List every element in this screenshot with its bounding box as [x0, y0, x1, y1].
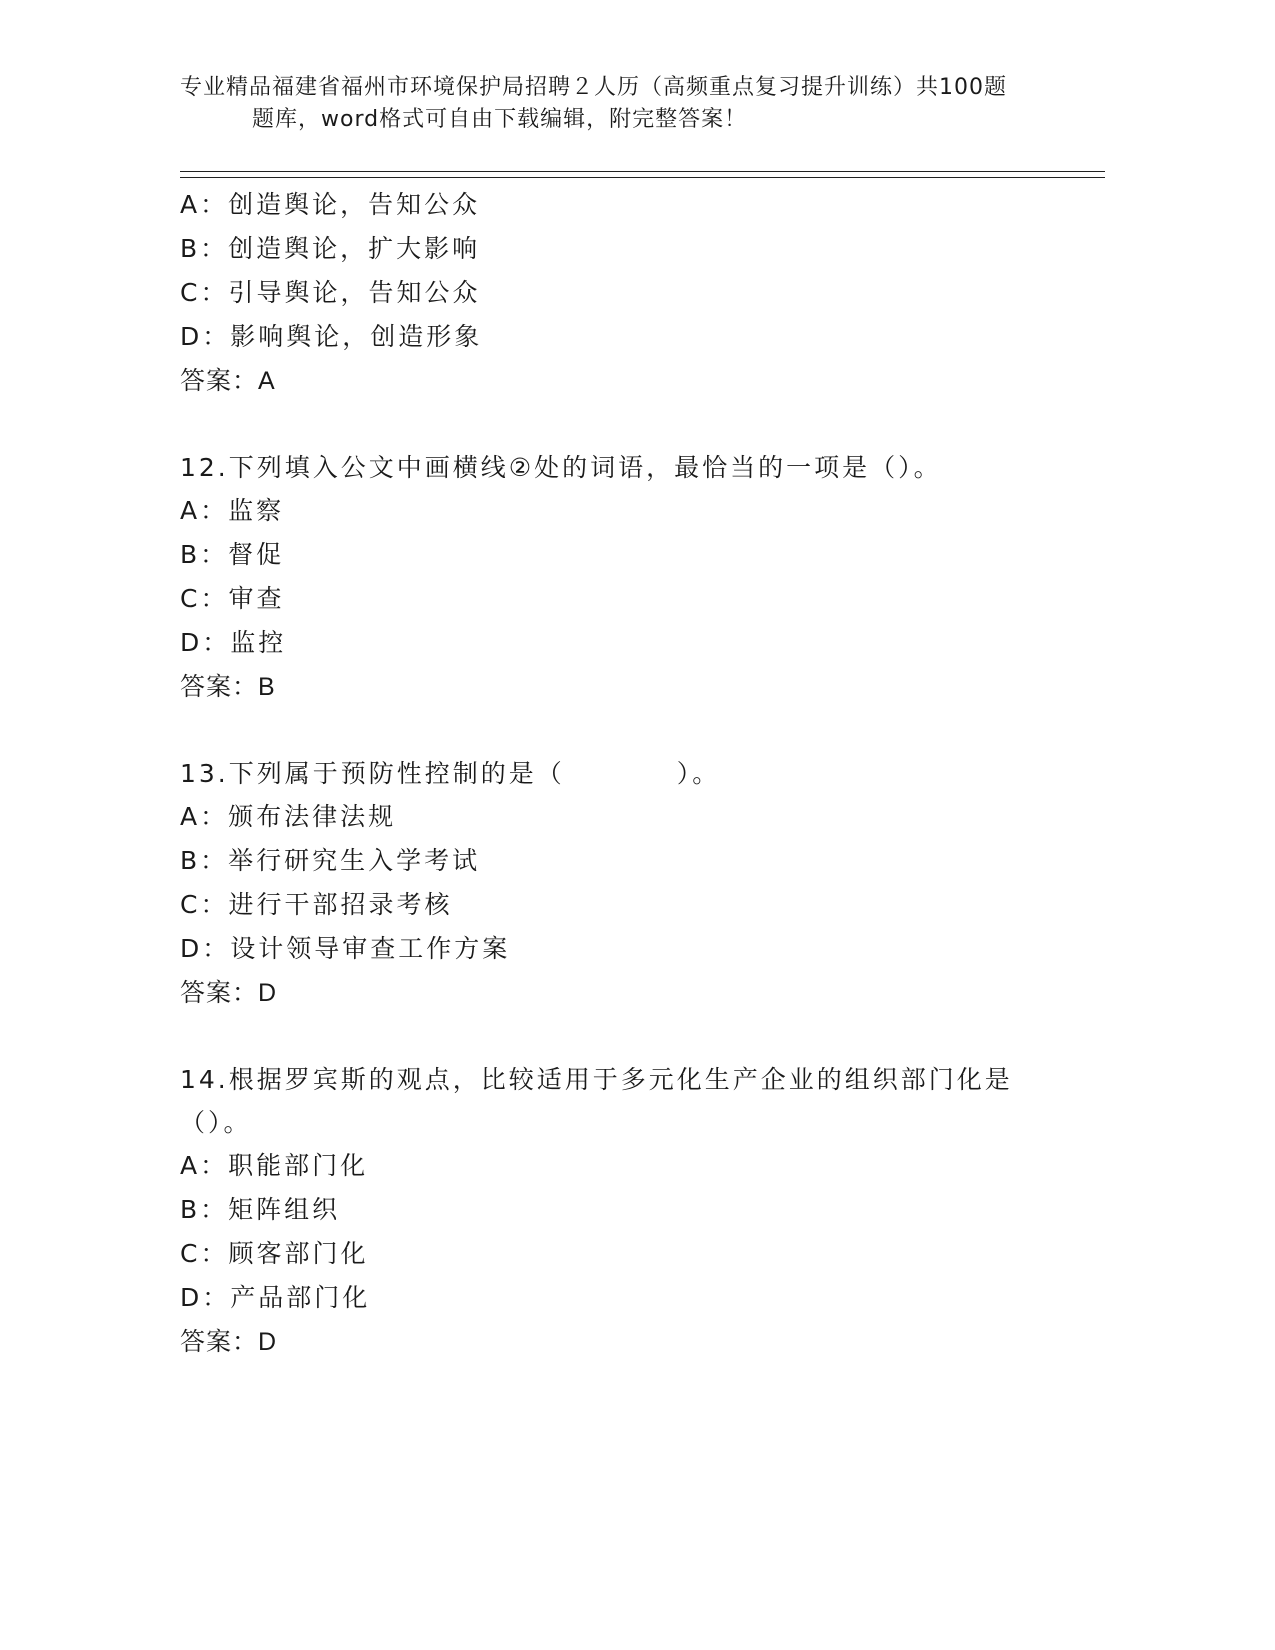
- option-c: C：引导舆论，告知公众: [180, 278, 481, 307]
- document-title-line2: 题库，word格式可自由下载编辑，附完整答案！: [252, 107, 748, 132]
- question-12: [180, 446, 1105, 709]
- answer: 答案：D: [180, 979, 278, 1007]
- header-divider-top: [180, 171, 1105, 172]
- option-d: D：产品部门化: [180, 1283, 371, 1312]
- option-b: B：矩阵组织: [180, 1195, 341, 1224]
- option-d: D：设计领导审查工作方案: [180, 934, 511, 963]
- question-stem: 13.下列属于预防性控制的是（ ）。: [180, 759, 721, 788]
- option-a: A：创造舆论，告知公众: [180, 190, 481, 219]
- question-13: [180, 752, 1105, 1015]
- question-stem: 12.下列填入公文中画横线②处的词语，最恰当的一项是（）。: [180, 453, 942, 482]
- document-header: [180, 72, 1080, 136]
- option-a: A：监察: [180, 496, 285, 525]
- option-b: B：创造舆论，扩大影响: [180, 234, 481, 263]
- question-list: [180, 183, 1105, 1364]
- document-title-line1: 专业精品福建省福州市环境保护局招聘２人历（高频重点复习提升训练）共100题: [180, 75, 1007, 100]
- option-c: C：进行干部招录考核: [180, 890, 453, 919]
- header-divider-bottom: [180, 177, 1105, 178]
- option-b: B：督促: [180, 540, 285, 569]
- option-c: C：顾客部门化: [180, 1239, 369, 1268]
- option-d: D：影响舆论，创造形象: [180, 322, 483, 351]
- answer: 答案：B: [180, 673, 276, 701]
- answer: 答案：A: [180, 367, 276, 395]
- option-a: A：颁布法律法规: [180, 802, 397, 831]
- option-d: D：监控: [180, 628, 287, 657]
- question-stem: 14.根据罗宾斯的观点，比较适用于多元化生产企业的组织部门化是（）。: [180, 1065, 1013, 1137]
- option-c: C：审查: [180, 584, 285, 613]
- answer: 答案：D: [180, 1328, 278, 1356]
- option-b: B：举行研究生入学考试: [180, 846, 481, 875]
- question-14: [180, 1058, 1105, 1364]
- option-a: A：职能部门化: [180, 1151, 369, 1180]
- question-11: [180, 183, 1105, 403]
